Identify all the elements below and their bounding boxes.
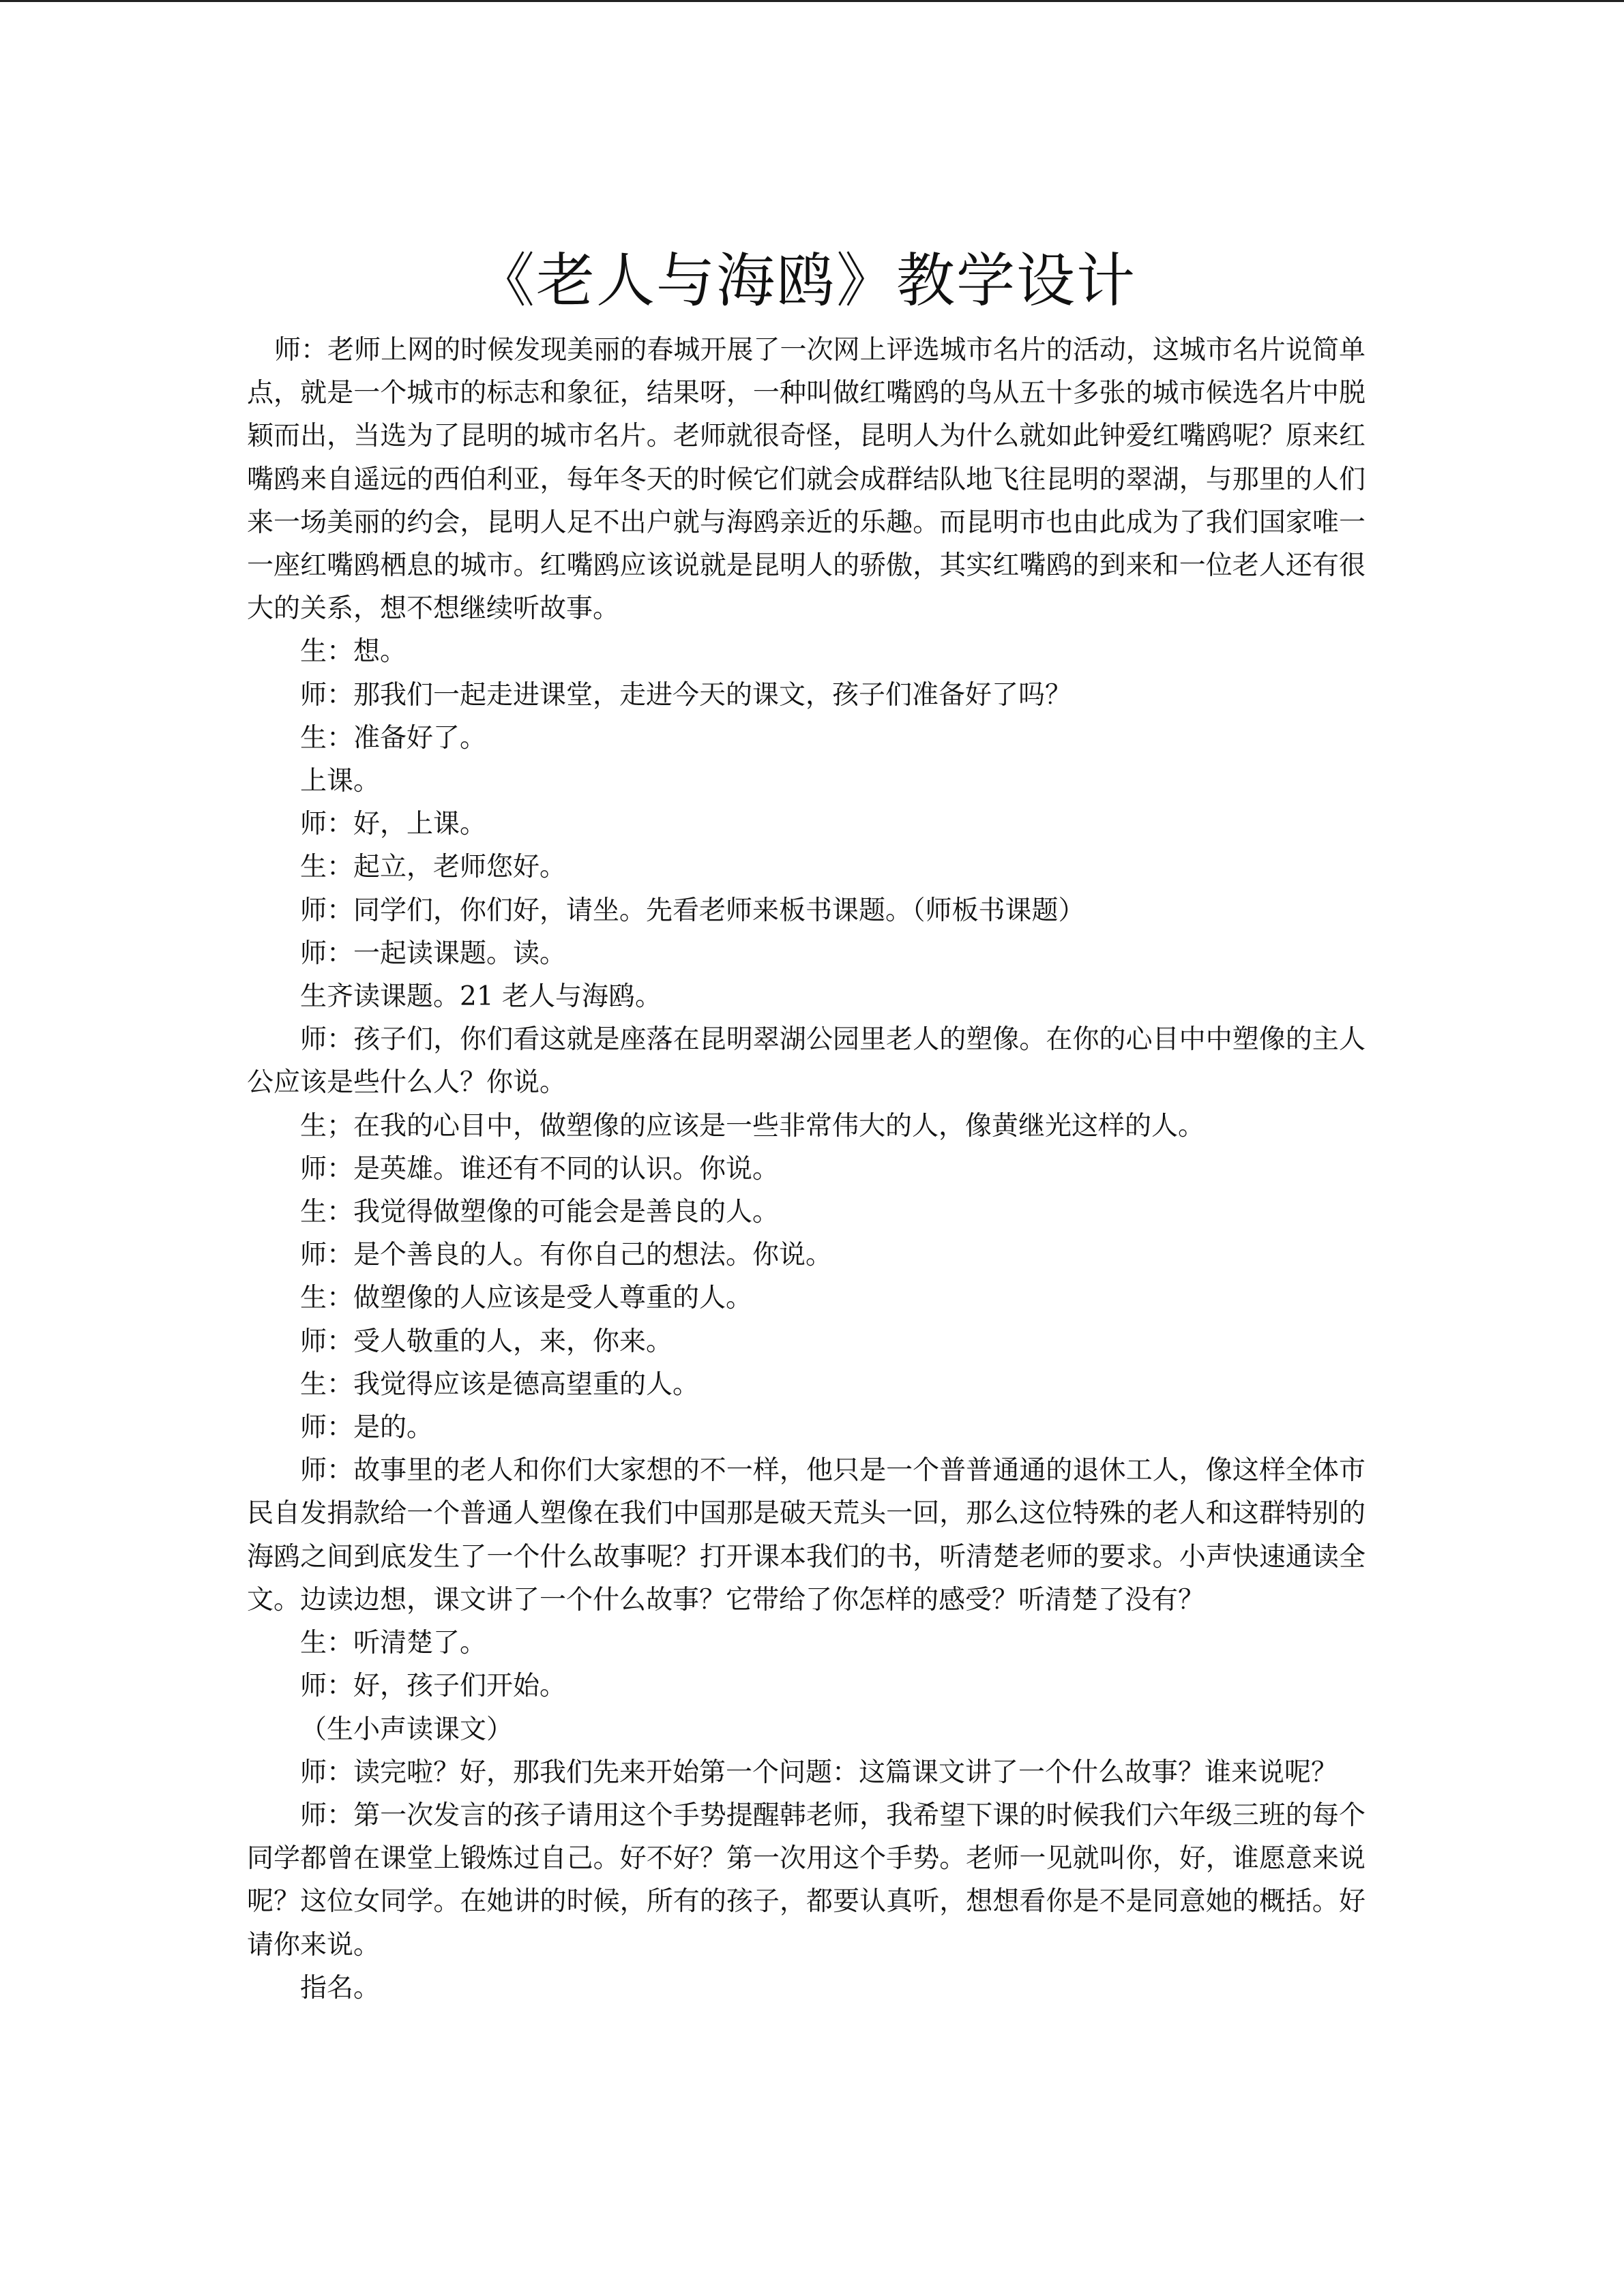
paragraph: 师：第一次发言的孩子请用这个手势提醒韩老师，我希望下课的时候我们六年级三班的每个同学都曾在课堂上锻炼过自己。好不好？第一次用这个手势。老师一见就叫你，好，谁愿意来说呢？这位女同学。在她讲的时候，所有的孩子，都要认真听，想想看你是不是同意她的概括。好请你来说。 [247,1800,1365,1960]
document-body [247,329,1365,2010]
document-page [247,240,1365,2010]
paragraph: 师：读完啦？好，那我们先来开始第一个问题：这篇课文讲了一个什么故事？谁来说呢？ [300,1757,1338,1788]
paragraph: 师：同学们，你们好，请坐。先看老师来板书课题。（师板书课题） [300,895,1085,926]
paragraph: 师：受人敬重的人，来，你来。 [300,1326,673,1357]
document-title: 《老人与海鸥》教学设计 [476,247,1136,315]
paragraph: 上课。 [300,766,381,797]
paragraph: 师：老师上网的时候发现美丽的春城开展了一次网上评选城市名片的活动，这城市名片说简单点，就是一个城市的标志和象征，结果呀，一种叫做红嘴鸥的鸟从五十多张的城市候选名片中脱颖而出，当选为了昆明的城市名片。老师就很奇怪，昆明人为什么就如此钟爱红嘴鸥呢？原来红嘴鸥来自遥远的西伯利亚，每年冬天的时候它们就会成群结队地飞往昆明的翠湖，与那里的人们来一场美丽的约会，昆明人足不出户就与海鸥亲近的乐趣。而昆明市也由此成为了我们国家唯一一座红嘴鸥栖息的城市。红嘴鸥应该说就是昆明人的骄傲，其实红嘴鸥的到来和一位老人还有很大的关系，想不想继续听故事。 [247,335,1365,625]
paragraph: 师：那我们一起走进课堂，走进今天的课文，孩子们准备好了吗？ [300,679,1072,711]
paragraph: 生：起立，老师您好。 [300,852,567,883]
paragraph: 生：想。 [300,636,407,668]
paragraph: 师：好，孩子们开始。 [300,1671,567,1702]
paragraph: 生齐读课题。21 老人与海鸥。 [300,981,662,1013]
paragraph: 师：好，上课。 [300,809,487,840]
page-top-border [0,0,1624,2]
paragraph: 生：我觉得应该是德高望重的人。 [300,1369,700,1400]
paragraph: （生小声读课文） [300,1714,514,1745]
paragraph: 师：是的。 [300,1412,434,1444]
paragraph: 生：我觉得做塑像的可能会是善良的人。 [300,1197,780,1228]
paragraph: 指名。 [300,1972,381,2003]
paragraph: 师：孩子们，你们看这就是座落在昆明翠湖公园里老人的塑像。在你的心目中中塑像的主人公应该是些什么人？你说。 [247,1024,1365,1099]
paragraph: 师：一起读课题。读。 [300,938,567,969]
paragraph: 师：是个善良的人。有你自己的想法。你说。 [300,1240,833,1271]
paragraph: 师：是英雄。谁还有不同的认识。你说。 [300,1153,780,1184]
paragraph: 生：做塑像的人应该是受人尊重的人。 [300,1283,753,1314]
paragraph: 师：故事里的老人和你们大家想的不一样，他只是一个普普通通的退休工人，像这样全体市民自发捐款给一个普通人塑像在我们中国那是破天荒头一回，那么这位特殊的老人和这群特别的海鸥之间到底发生了一个什么故事呢？打开课本我们的书，听清楚老师的要求。小声快速通读全文。边读边想，课文讲了一个什么故事？它带给了你怎样的感受？听清楚了没有？ [247,1455,1365,1615]
paragraph: 生：准备好了。 [300,722,487,754]
paragraph: 生；在我的心目中，做塑像的应该是一些非常伟大的人，像黄继光这样的人。 [300,1110,1205,1142]
paragraph: 生：听清楚了。 [300,1628,487,1659]
